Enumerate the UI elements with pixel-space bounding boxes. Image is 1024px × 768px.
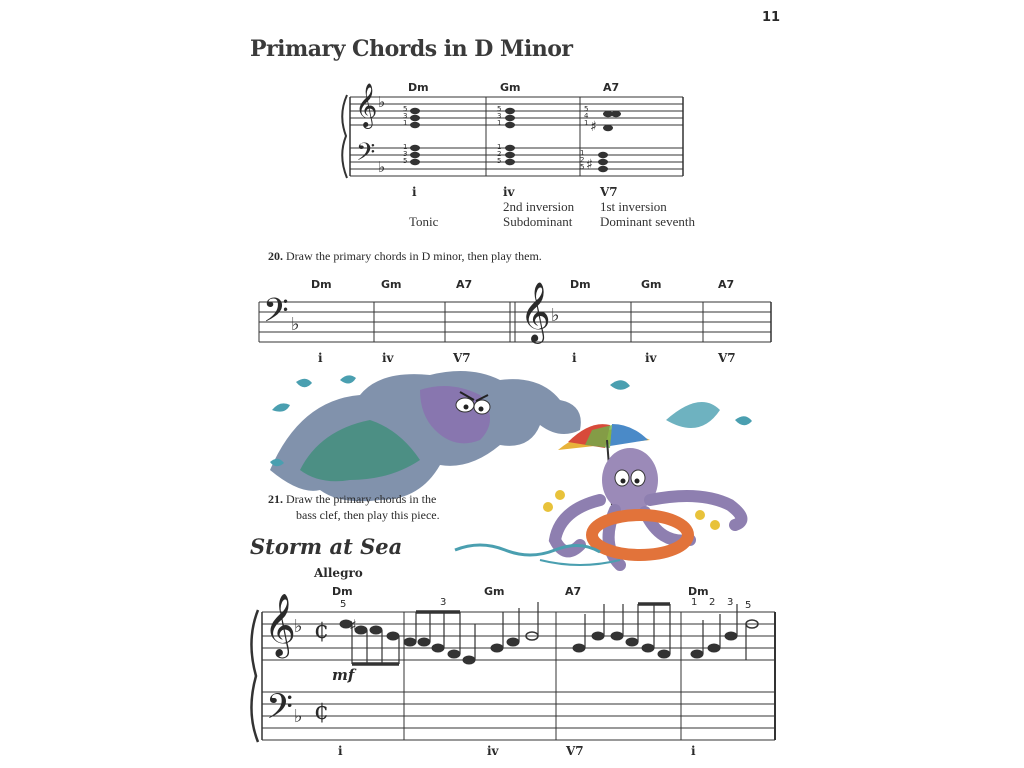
flat-icon: ♭: [294, 616, 303, 637]
chord-name: Gm: [381, 278, 402, 291]
fingering: 1 2 5: [497, 143, 502, 165]
fingering: 1 3 5: [403, 143, 408, 165]
note: [370, 626, 382, 634]
note: [448, 650, 460, 658]
roman-numeral: i: [318, 351, 323, 365]
chord-name: Gm: [484, 585, 505, 598]
note: [642, 644, 654, 652]
note: [708, 644, 720, 652]
roman-numeral: V7: [453, 351, 471, 365]
bass-clef-icon: 𝄢: [356, 138, 376, 173]
chord-name: A7: [718, 278, 735, 291]
fingering: 2: [709, 597, 716, 608]
roman-numeral: V7: [718, 351, 736, 365]
function-label: Subdominant: [503, 214, 573, 229]
roman-numeral: iv: [487, 744, 499, 758]
function-label: Dominant seventh: [600, 214, 695, 229]
chord-name: Dm: [570, 278, 591, 291]
treble-clef-icon: 𝄞: [355, 83, 378, 127]
chord-name: Dm: [688, 585, 709, 598]
note: [355, 626, 367, 634]
fingering: 1: [691, 597, 698, 608]
roman-numeral: iv: [645, 351, 657, 365]
fingering: 3: [440, 597, 447, 608]
note: [626, 638, 638, 646]
chord-name: A7: [456, 278, 473, 291]
time-signature: ¢: [314, 616, 330, 644]
chord-name: Dm: [408, 81, 429, 94]
sharp-icon: ♯: [586, 157, 593, 173]
piece-title: Storm at Sea: [250, 534, 403, 559]
fingering: 1 2 5: [580, 149, 585, 171]
time-signature: ¢: [314, 697, 330, 725]
bass-clef-icon: 𝄢: [266, 686, 294, 735]
roman-numeral: V7: [566, 744, 584, 758]
flat-icon: ♭: [291, 314, 300, 335]
note: [404, 638, 416, 646]
note: [463, 656, 475, 664]
fingering: 5 4 1: [584, 105, 589, 127]
note: [418, 638, 430, 646]
fingering: 3: [727, 597, 734, 608]
chord-name: Gm: [641, 278, 662, 291]
flat-icon: ♭: [551, 305, 560, 326]
note: [507, 638, 519, 646]
function-label: Tonic: [409, 214, 439, 229]
page-title: Primary Chords in D Minor: [250, 36, 573, 62]
note: [725, 632, 737, 640]
flat-icon: ♭: [294, 706, 303, 727]
tempo-marking: Allegro: [314, 566, 363, 580]
roman-numeral: iv: [503, 185, 515, 199]
treble-clef-icon: 𝄞: [264, 593, 296, 656]
note: [432, 644, 444, 652]
fingering: 5 3 1: [497, 105, 502, 127]
note: [592, 632, 604, 640]
roman-numeral: V7: [600, 185, 618, 199]
page-number: 11: [762, 10, 781, 25]
roman-numeral: i: [338, 744, 343, 758]
inversion-label: 2nd inversion: [503, 199, 575, 214]
chord-name: Gm: [500, 81, 521, 94]
note: [491, 644, 503, 652]
fingering: 5: [745, 600, 752, 611]
roman-numeral: i: [412, 185, 417, 199]
roman-numeral: i: [691, 744, 696, 758]
dynamic-marking: mf: [332, 666, 355, 684]
chord-name: Dm: [311, 278, 332, 291]
exercise-21-instruction: 21. Draw the primary chords in the bass clef, then play this piece.: [268, 492, 440, 522]
fingering: 5: [340, 599, 347, 610]
flat-icon: ♭: [378, 93, 386, 111]
fingering: 5 3 1: [403, 105, 408, 127]
chord-name: Dm: [332, 585, 353, 598]
roman-numeral: i: [572, 351, 577, 365]
flat-icon: ♭: [378, 158, 386, 176]
sharp-icon: ♯: [590, 119, 597, 135]
note: [658, 650, 670, 658]
note: [387, 632, 399, 640]
note: [611, 632, 623, 640]
roman-numeral: iv: [382, 351, 394, 365]
bass-clef-icon: 𝄢: [263, 292, 289, 338]
inversion-label: 1st inversion: [600, 199, 667, 214]
sharp-icon: ♯: [349, 616, 357, 635]
note: [573, 644, 585, 652]
note: [691, 650, 703, 658]
chord-name: A7: [603, 81, 620, 94]
chord-name: A7: [565, 585, 582, 598]
exercise-20-instruction: 20. Draw the primary chords in D minor, then play them.: [268, 249, 542, 263]
treble-clef-icon: 𝄞: [520, 282, 551, 342]
